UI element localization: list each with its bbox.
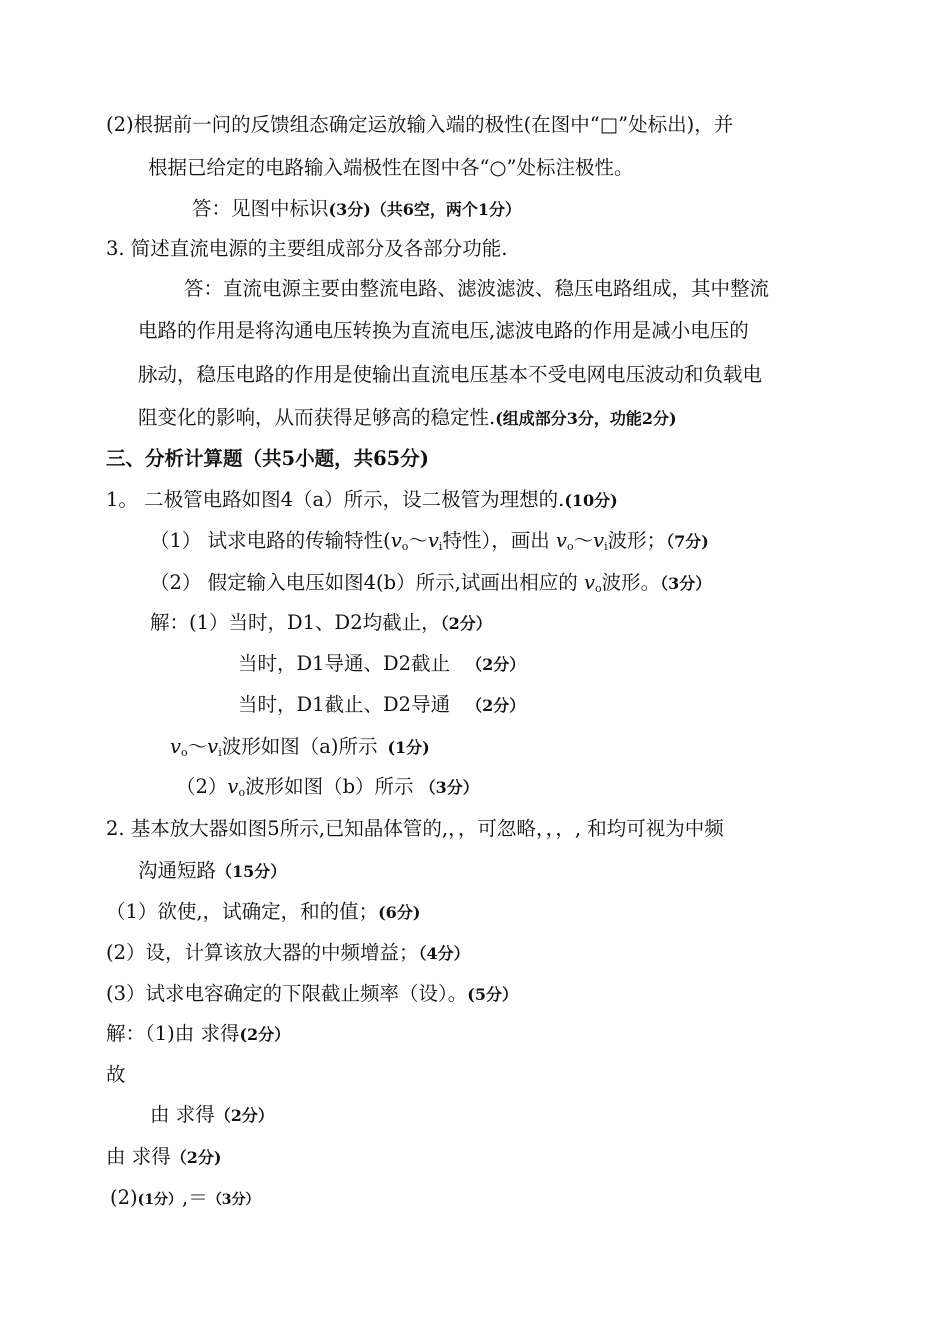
p2-title-line-2-score: （15分） bbox=[216, 862, 287, 881]
vo-symbol: v bbox=[555, 529, 567, 552]
p1-title bbox=[106, 488, 618, 513]
q2-line-1 bbox=[106, 113, 733, 137]
vi-symbol: v bbox=[593, 529, 605, 552]
q3-answer-line-4-text: 阻变化的影响，从而获得足够高的稳定性. bbox=[138, 406, 496, 429]
vo-symbol: v bbox=[170, 735, 182, 758]
p2-question-1-score: (6分) bbox=[378, 903, 421, 922]
vo-subscript: o bbox=[181, 746, 188, 759]
p1-title-text: 1。 二极管电路如图4（a）所示，设二极管为理想的. bbox=[106, 488, 565, 511]
p1-solution-1 bbox=[150, 611, 492, 636]
p1-solution-5-text: 波形如图（b）所示 bbox=[245, 775, 414, 798]
p2-title-line-2 bbox=[138, 859, 286, 884]
p2-question-2-score: （4分） bbox=[418, 944, 470, 963]
vo-symbol: v bbox=[584, 571, 596, 594]
p1-solution-1-text: 解：(1）当时，D1、D2均截止， bbox=[150, 611, 441, 634]
q2-line-2-text: 根据已给定的电路输入端极性在图中各“○”处标注极性。 bbox=[148, 156, 634, 179]
p1-sub-1-post: 波形； bbox=[607, 529, 667, 552]
p1-sub-2 bbox=[150, 571, 711, 596]
vi-subscript: i bbox=[438, 540, 443, 553]
p2-solution-1-text: 解：（1)由 求得 bbox=[106, 1022, 240, 1045]
q2-answer bbox=[192, 197, 521, 222]
p2-title-line-1 bbox=[106, 817, 724, 841]
p1-solution-2-score: （2分） bbox=[466, 655, 526, 674]
q3-title bbox=[106, 237, 508, 261]
vo-symbol: v bbox=[227, 775, 239, 798]
tilde-symbol: ～ bbox=[573, 529, 594, 552]
p1-sub-2-post: 波形。 bbox=[601, 571, 661, 594]
p2-title-line-1-text: 2. 基本放大器如图5所示,已知晶体管的,，，可忽略，，，, 和均可视为中频 bbox=[106, 817, 724, 840]
p2-question-2-text: (2）设，计算该放大器的中频增益； bbox=[106, 941, 419, 964]
p2-question-2 bbox=[106, 941, 470, 966]
p1-solution-4-score: (1分) bbox=[387, 738, 430, 757]
p2-solution-5-text: (2) bbox=[110, 1186, 138, 1209]
vo-subscript: o bbox=[595, 582, 602, 595]
section-3-heading bbox=[106, 447, 429, 471]
q3-answer-line-4 bbox=[138, 406, 677, 431]
p1-sub-2-pre: （2） 假定输入电压如图4(b）所示,试画出相应的 bbox=[150, 571, 584, 594]
p2-question-1 bbox=[106, 900, 420, 925]
p2-solution-4-score: （2分) bbox=[170, 1148, 222, 1167]
q3-answer-line-2 bbox=[138, 319, 749, 343]
p1-solution-2 bbox=[238, 652, 525, 677]
p2-solution-4-text: 由 求得 bbox=[106, 1145, 171, 1168]
p1-solution-3-score: （2分） bbox=[466, 696, 526, 715]
p1-solution-5-pre: （2） bbox=[176, 775, 228, 798]
p2-solution-5-score-1: (1分） bbox=[137, 1192, 182, 1208]
q3-title-text: 3. 简述直流电源的主要组成部分及各部分功能. bbox=[106, 237, 508, 260]
p2-solution-3-score: （2分） bbox=[214, 1106, 274, 1125]
p1-title-score: (10分) bbox=[564, 491, 618, 510]
p1-solution-4 bbox=[170, 735, 430, 760]
vo-subscript: o bbox=[401, 540, 409, 553]
vo-symbol: v bbox=[390, 529, 402, 552]
tilde-symbol: ～ bbox=[187, 735, 208, 758]
p1-sub-2-score: （3分） bbox=[660, 574, 712, 593]
p1-solution-5-score: （3分） bbox=[419, 778, 479, 797]
p2-solution-1 bbox=[106, 1022, 290, 1047]
p2-solution-1-score: (2分） bbox=[239, 1025, 291, 1044]
vi-symbol: v bbox=[427, 529, 439, 552]
q3-answer-line-2-text: 电路的作用是将沟通电压转换为直流电压,滤波电路的作用是减小电压的 bbox=[138, 319, 749, 342]
q2-line-2 bbox=[148, 156, 633, 180]
vi-subscript: i bbox=[218, 746, 222, 759]
p2-title-line-2-text: 沟通短路 bbox=[138, 859, 217, 882]
p1-sub-1 bbox=[150, 529, 709, 554]
p2-solution-5-score-2: （3分） bbox=[207, 1192, 260, 1208]
p1-sub-1-pre: （1） 试求电路的传输特性( bbox=[150, 529, 391, 552]
vi-subscript: i bbox=[604, 540, 608, 553]
p2-question-3-text: (3）试求电容确定的下限截止频率（设）。 bbox=[106, 982, 468, 1005]
q3-answer-line-3-text: 脉动，稳压电路的作用是使输出直流电压基本不受电网电压波动和负载电 bbox=[138, 363, 763, 386]
p2-solution-2-text: 故 bbox=[106, 1063, 126, 1086]
p2-solution-5 bbox=[110, 1186, 259, 1212]
vi-symbol: v bbox=[207, 735, 219, 758]
q2-answer-text: 答：见图中标识 bbox=[192, 197, 329, 220]
p2-solution-3 bbox=[150, 1103, 274, 1128]
p1-solution-4-text: 波形如图（a)所示 bbox=[221, 735, 378, 758]
q3-answer-line-1-text: 答：直流电源主要由整流电路、滤波滤波、稳压电路组成，其中整流 bbox=[184, 277, 770, 300]
vo-subscript: o bbox=[566, 540, 574, 553]
p1-solution-1-score: （2分） bbox=[440, 614, 492, 633]
p1-solution-5 bbox=[176, 775, 479, 800]
p2-solution-2 bbox=[106, 1063, 126, 1087]
p2-question-1-text: （1）欲使,，试确定，和的值； bbox=[106, 900, 379, 923]
p2-solution-3-text: 由 求得 bbox=[150, 1103, 215, 1126]
p2-solution-5-mid: ,＝ bbox=[182, 1186, 208, 1209]
tilde-symbol: ～ bbox=[408, 529, 428, 552]
p2-question-3 bbox=[106, 982, 518, 1007]
q2-answer-score: (3分)（共6空，两个1分） bbox=[328, 200, 522, 219]
q3-answer-line-4-score: (组成部分3分，功能2分) bbox=[495, 409, 677, 428]
q2-line-1-text: (2)根据前一问的反馈组态确定运放输入端的极性(在图中“□”处标出)，并 bbox=[106, 113, 734, 136]
p1-solution-3 bbox=[238, 693, 525, 718]
q3-answer-line-3 bbox=[138, 363, 762, 387]
vo-subscript: o bbox=[238, 786, 246, 799]
p2-question-3-score: (5分） bbox=[467, 985, 518, 1004]
p1-solution-2-text: 当时，D1导通、D2截止 bbox=[238, 652, 451, 675]
q3-answer-line-1 bbox=[184, 277, 769, 301]
section-3-heading-text: 三、分析计算题（共5小题，共65分) bbox=[106, 447, 429, 470]
p1-solution-3-text: 当时，D1截止、D2导通 bbox=[238, 693, 451, 716]
p2-solution-4 bbox=[106, 1145, 221, 1170]
p1-sub-1-mid: 特性），画出 bbox=[442, 529, 556, 552]
p1-sub-1-score: （7分) bbox=[666, 532, 709, 551]
